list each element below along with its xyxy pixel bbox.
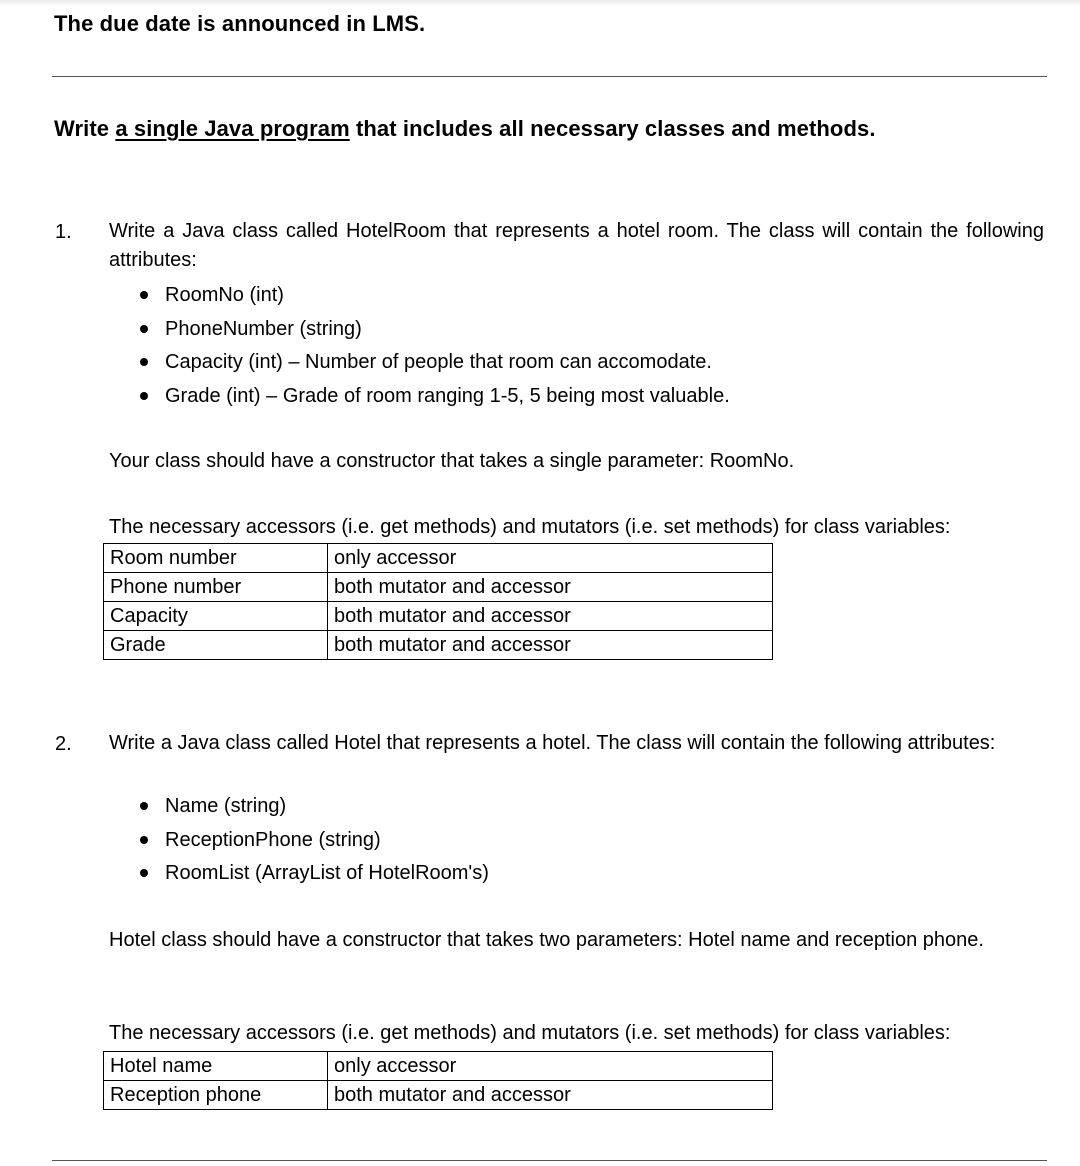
table-cell: Phone number — [104, 573, 328, 602]
bullet-icon — [140, 836, 148, 844]
table-cell: both mutator and accessor — [328, 1081, 773, 1110]
task1-intro: Write a Java class called HotelRoom that represents a hotel room. The class will contain the following attributes: — [109, 220, 1044, 271]
due-date-heading: The due date is announced in LMS. — [54, 11, 426, 36]
table-row — [104, 631, 773, 660]
table-cell: Reception phone — [104, 1081, 328, 1110]
bullet-icon — [140, 358, 148, 366]
bullet-icon — [140, 325, 148, 333]
list-item: RoomList (ArrayList of HotelRoom's) — [137, 860, 489, 894]
table-row — [104, 573, 773, 602]
list-item: Grade (int) – Grade of room ranging 1-5, 5 being most valuable. — [137, 383, 730, 417]
list-item: Capacity (int) – Number of people that room can accomodate. — [137, 349, 730, 383]
table-cell: only accessor — [328, 544, 773, 573]
task2-intro: Write a Java class called Hotel that represents a hotel. The class will contain the following attributes: — [109, 732, 996, 754]
list-item: RoomNo (int) — [137, 282, 730, 316]
table-row — [104, 1081, 773, 1110]
list-item: ReceptionPhone (string) — [137, 827, 489, 861]
table-row — [104, 1052, 773, 1081]
table-row — [104, 602, 773, 631]
task2-constructor-text: Hotel class should have a constructor that takes two parameters: Hotel name and reception phone. — [109, 929, 984, 951]
table-cell: Capacity — [104, 602, 328, 631]
table-cell: Grade — [104, 631, 328, 660]
instruction-suffix: that includes all necessary classes and methods. — [349, 116, 876, 141]
table-row — [104, 544, 773, 573]
top-divider — [52, 76, 1047, 77]
table-cell: both mutator and accessor — [328, 602, 773, 631]
task1-accessor-table — [103, 543, 773, 660]
task1-accessors-text: The necessary accessors (i.e. get methods) and mutators (i.e. set methods) for class variables: — [109, 516, 951, 538]
table-cell: Hotel name — [104, 1052, 328, 1081]
task1-attribute-list — [137, 282, 730, 417]
task2-attribute-list — [137, 793, 489, 894]
list-item: PhoneNumber (string) — [137, 316, 730, 350]
instruction-underlined: a single Java program — [115, 116, 350, 141]
bullet-icon — [140, 869, 148, 877]
table-cell: both mutator and accessor — [328, 573, 773, 602]
table-cell: only accessor — [328, 1052, 773, 1081]
bottom-divider — [52, 1160, 1047, 1161]
list-item: Name (string) — [137, 793, 489, 827]
instruction-heading — [54, 116, 876, 142]
task2-accessors-text: The necessary accessors (i.e. get methods) and mutators (i.e. set methods) for class variables: — [109, 1022, 951, 1044]
task1-number: 1. — [55, 221, 72, 243]
task2-accessor-table — [103, 1051, 773, 1110]
bullet-icon — [140, 802, 148, 810]
table-cell: Room number — [104, 544, 328, 573]
task1-constructor-text: Your class should have a constructor that takes a single parameter: RoomNo. — [109, 450, 795, 472]
task2-number: 2. — [55, 733, 72, 755]
instruction-prefix: Write — [54, 116, 116, 141]
top-edge-shadow — [0, 0, 1080, 6]
bullet-icon — [140, 291, 148, 299]
bullet-icon — [140, 392, 148, 400]
table-cell: both mutator and accessor — [328, 631, 773, 660]
